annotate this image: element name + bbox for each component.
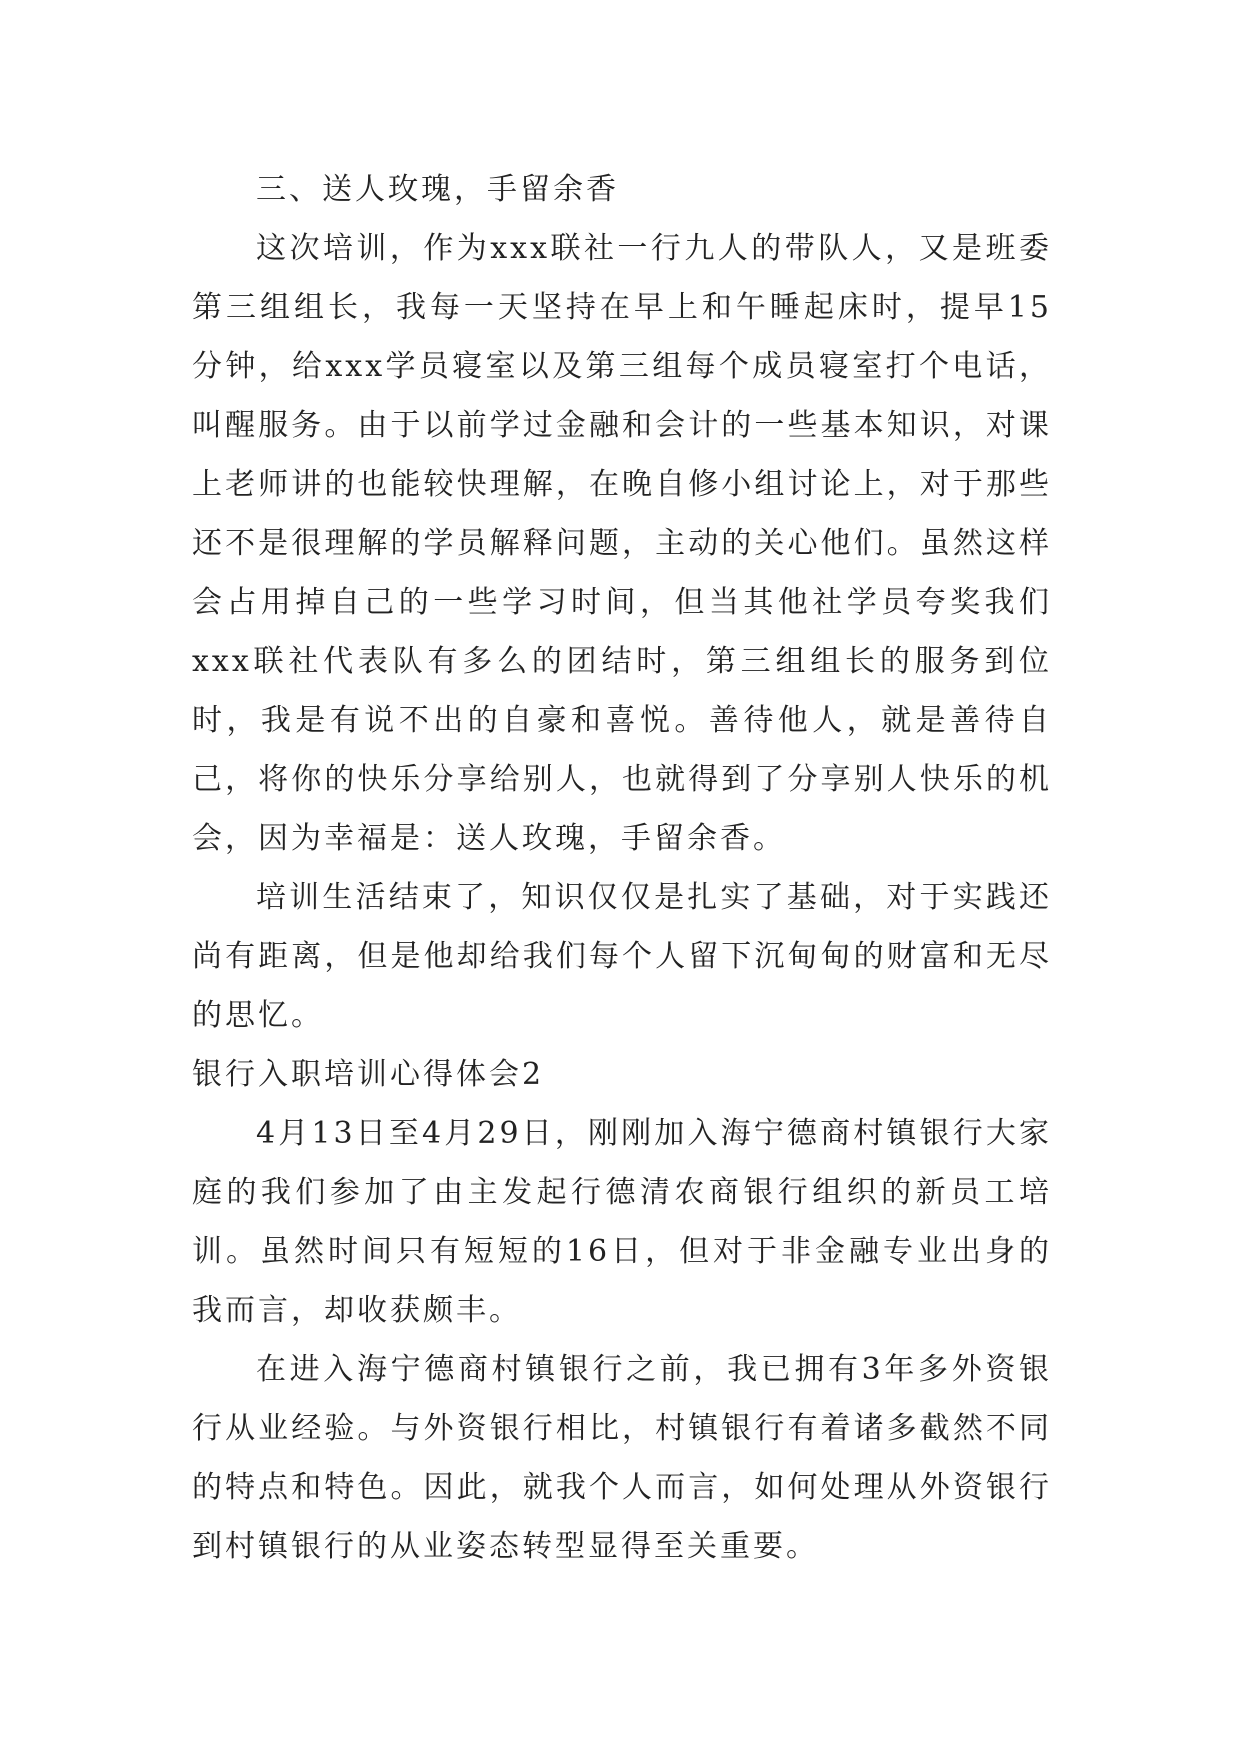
section-heading: 三、送人玫瑰，手留余香	[256, 172, 619, 207]
document-body	[192, 160, 1052, 1576]
paragraph-training-end: 培训生活结束了，知识仅仅是扎实了基础，对于实践还尚有距离，但是他却给我们每个人留下沉甸甸的财富和无尽的思忆。	[192, 880, 1052, 1033]
paragraph-bank-experience: 在进入海宁德商村镇银行之前，我已拥有3年多外资银行从业经验。与外资银行相比，村镇银行有着诸多截然不同的特点和特色。因此，就我个人而言，如何处理从外资银行到村镇银行的从业姿态转型显得至关重要。	[192, 1352, 1052, 1564]
paragraph-team-leader: 这次培训，作为xxx联社一行九人的带队人，又是班委第三组组长，我每一天坚持在早上和午睡起床时，提早15分钟，给xxx学员寝室以及第三组每个成员寝室打个电话，叫醒服务。由于以前学过金融和会计的一些基本知识，对课上老师讲的也能较快理解，在晚自修小组讨论上，对于那些还不是很理解的学员解释问题，主动的关心他们。虽然这样会占用掉自己的一些学习时间，但当其他社学员夸奖我们xxx联社代表队有多么的团结时，第三组组长的服务到位时，我是有说不出的自豪和喜悦。善待他人，就是善待自己，将你的快乐分享给别人，也就得到了分享别人快乐的机会，因为幸福是：送人玫瑰，手留余香。	[192, 231, 1052, 856]
article-title: 银行入职培训心得体会2	[192, 1057, 545, 1092]
paragraph-training-dates: 4月13日至4月29日，刚刚加入海宁德商村镇银行大家庭的我们参加了由主发起行德清农商银行组织的新员工培训。虽然时间只有短短的16日，但对于非金融专业出身的我而言，却收获颇丰。	[192, 1116, 1052, 1328]
